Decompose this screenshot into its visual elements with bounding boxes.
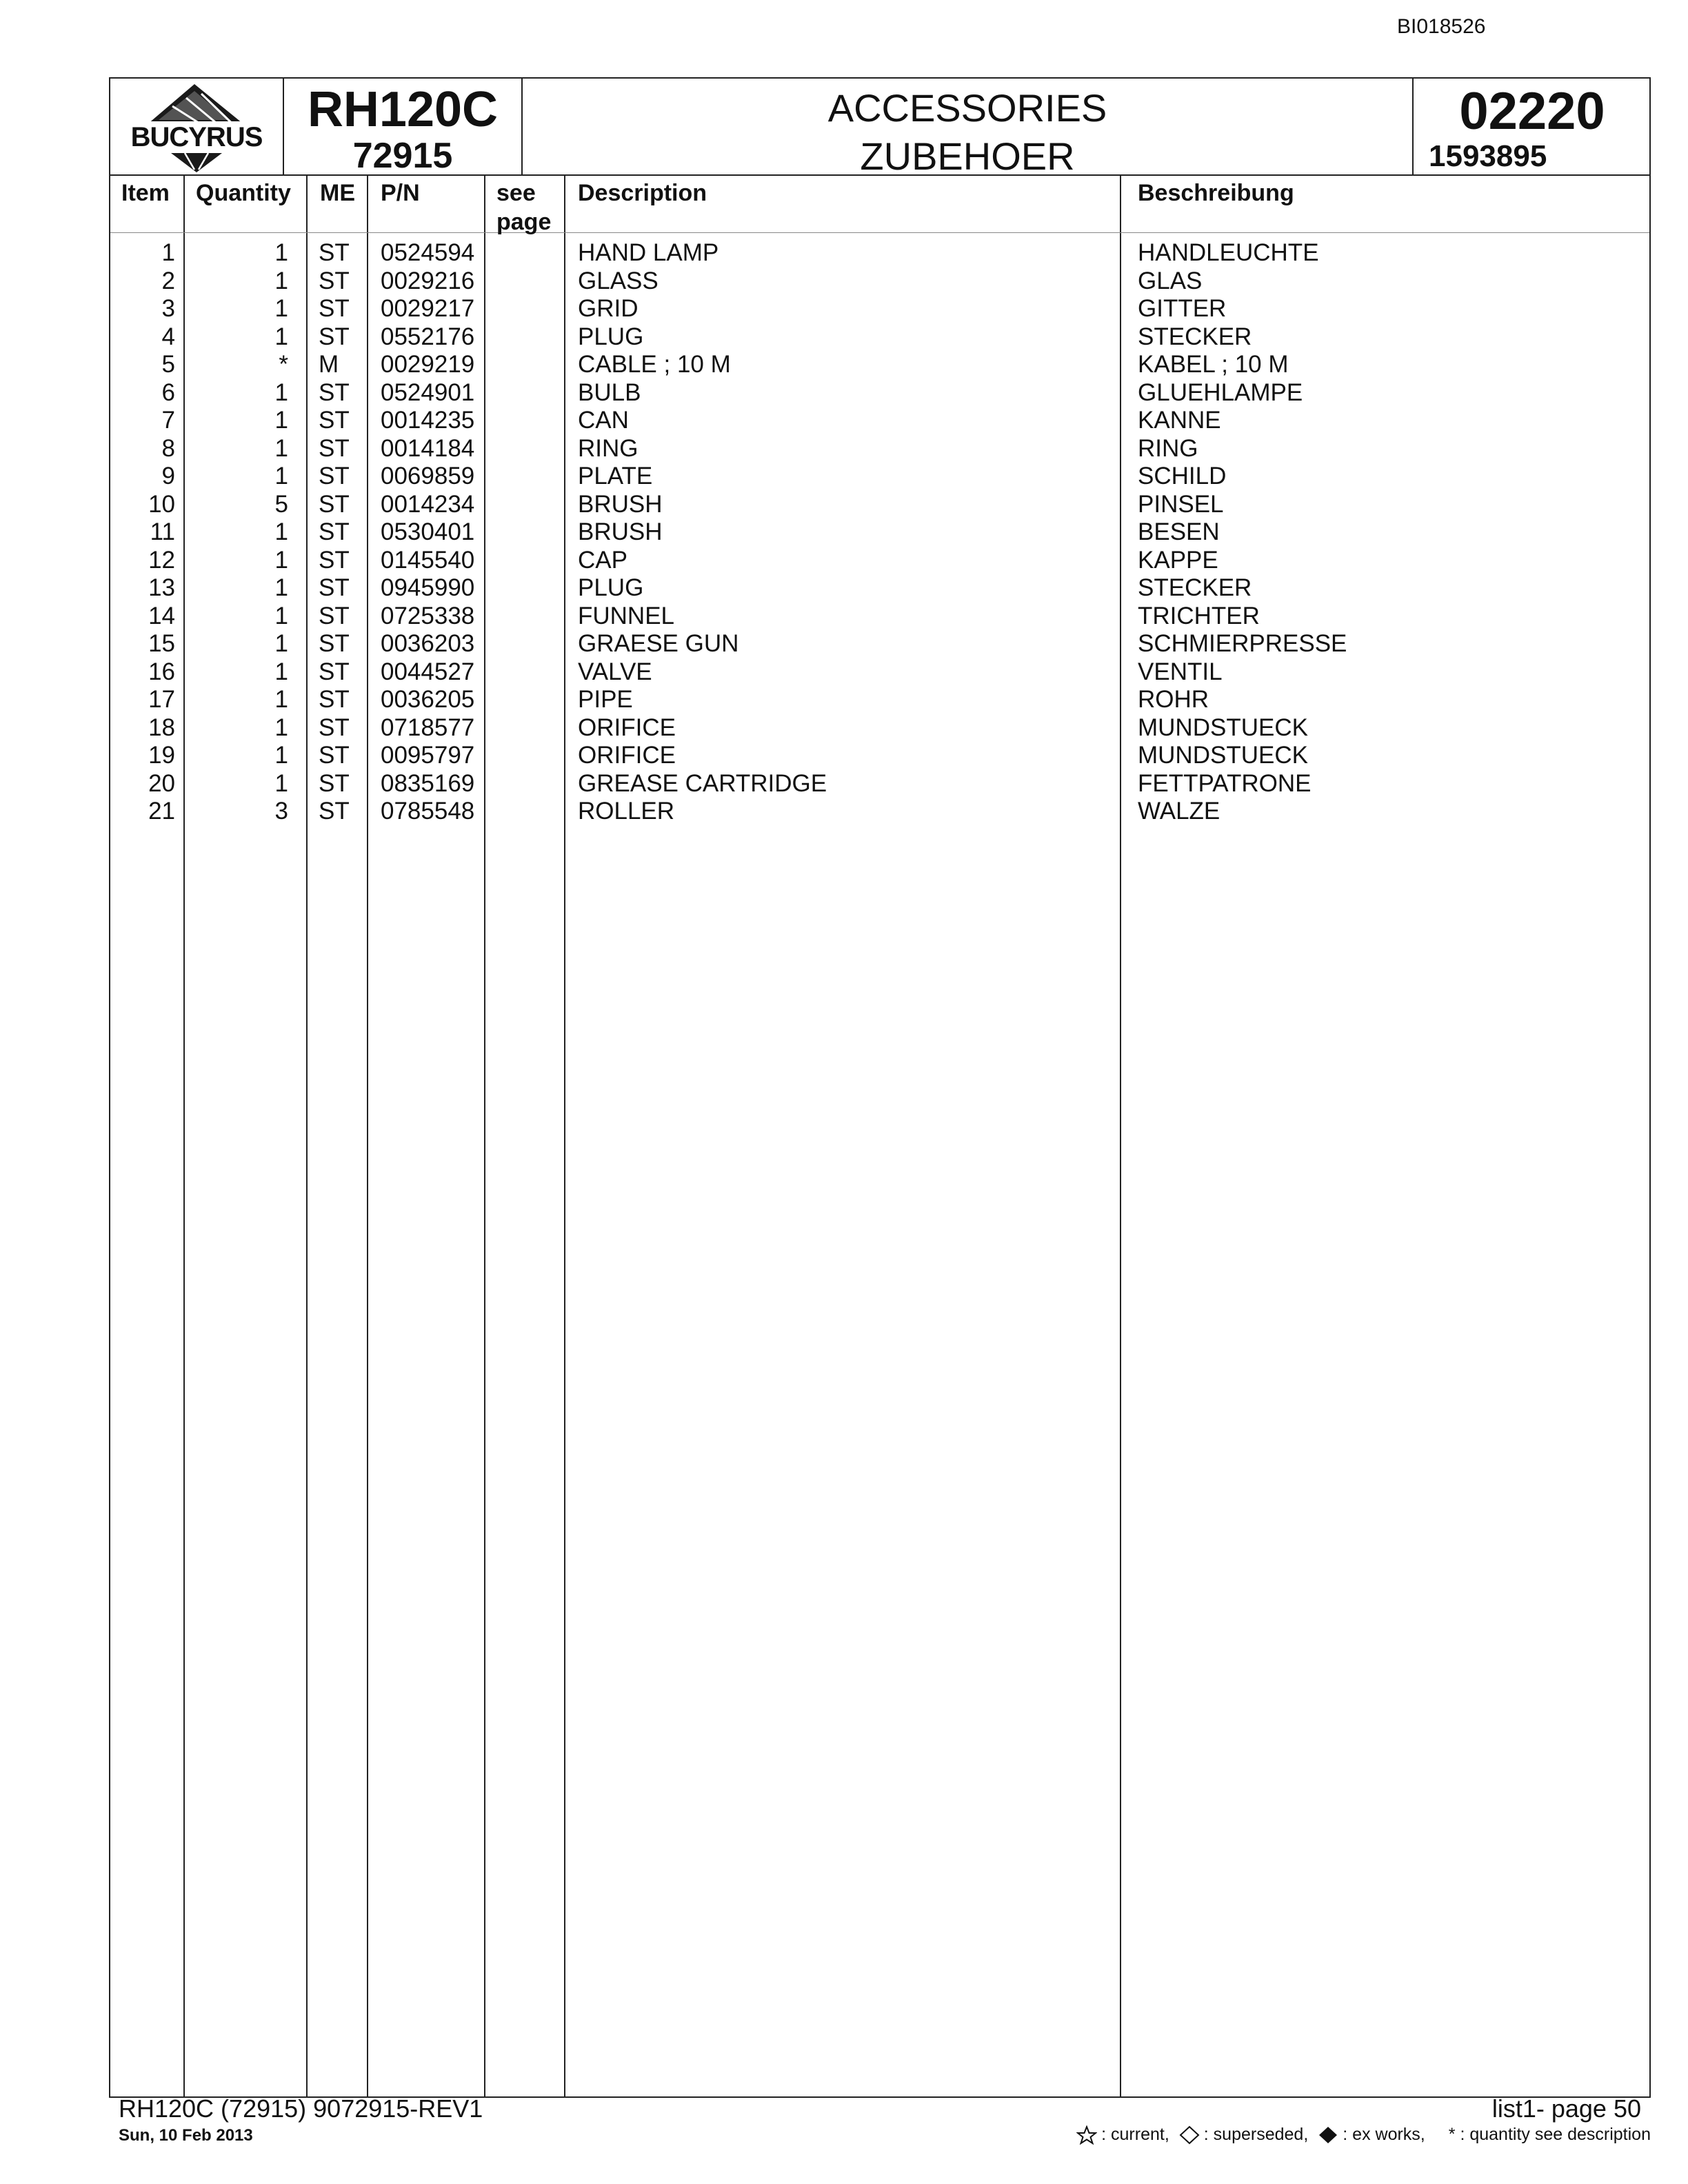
cell-beschreibung: MUNDSTUECK: [1138, 742, 1308, 769]
cell-description: BULB: [578, 378, 641, 406]
cell-part-number: 0945990: [381, 574, 475, 601]
cell-quantity: 1: [274, 518, 288, 545]
see-page-line2: page: [496, 209, 552, 235]
cell-description: GRID: [578, 295, 639, 322]
table-row: [110, 630, 1649, 658]
cell-me: ST: [319, 434, 350, 462]
cell-description: RING: [578, 434, 639, 462]
cell-quantity: 1: [274, 574, 288, 601]
model-code: 72915: [352, 136, 453, 176]
cell-item: 15: [148, 630, 175, 657]
logo-cell: [110, 79, 284, 174]
column-header-beschreibung: Beschreibung: [1138, 180, 1294, 206]
table-row: [110, 714, 1649, 742]
cell-part-number: 0785548: [381, 798, 475, 825]
cell-beschreibung: BESEN: [1138, 518, 1220, 545]
cell-description: ORIFICE: [578, 714, 676, 741]
cell-part-number: 0029216: [381, 267, 475, 294]
cell-item: 16: [148, 658, 175, 685]
legend-quantity-label: * : quantity see description: [1448, 2125, 1651, 2144]
cell-beschreibung: STECKER: [1138, 323, 1252, 350]
cell-description: HAND LAMP: [578, 239, 719, 266]
cell-beschreibung: KAPPE: [1138, 546, 1218, 574]
cell-part-number: 0036205: [381, 686, 475, 713]
cell-item: 13: [148, 574, 175, 601]
cell-beschreibung: PINSEL: [1138, 490, 1224, 518]
table-row: [110, 798, 1649, 826]
legend-ex-works-label: : ex works,: [1343, 2125, 1425, 2144]
table-row: [110, 658, 1649, 687]
cell-me: ST: [319, 239, 350, 266]
cell-description: GRAESE GUN: [578, 630, 739, 657]
star-outline-icon: [1076, 2125, 1097, 2145]
cell-quantity: 1: [274, 463, 288, 489]
cell-item: 5: [161, 351, 175, 378]
cell-item: 1: [161, 239, 175, 266]
table-row: [110, 267, 1649, 296]
model-cell: [284, 79, 523, 174]
cell-item: 3: [161, 295, 175, 322]
cell-part-number: 0552176: [381, 323, 475, 350]
see-page-line1: see: [496, 180, 536, 206]
table-row: [110, 379, 1649, 407]
cell-item: 6: [161, 378, 175, 406]
document-number: 1593895: [1429, 139, 1547, 173]
cell-part-number: 0718577: [381, 714, 475, 741]
cell-part-number: 0014184: [381, 434, 475, 462]
cell-me: ST: [319, 490, 350, 518]
cell-item: 2: [161, 267, 175, 294]
cell-item: 20: [148, 769, 175, 797]
cell-me: ST: [319, 714, 350, 741]
cell-me: ST: [319, 742, 350, 769]
cell-item: 17: [148, 686, 175, 713]
table-row: [110, 574, 1649, 603]
header-box: [109, 77, 1651, 176]
cell-part-number: 0835169: [381, 769, 475, 797]
table-row: [110, 742, 1649, 770]
cell-part-number: 0725338: [381, 602, 475, 629]
cell-me: ST: [319, 267, 350, 294]
column-header-item: Item: [121, 180, 170, 206]
diamond-filled-icon: [1318, 2125, 1338, 2145]
cell-me: ST: [319, 574, 350, 601]
cell-item: 14: [148, 602, 175, 629]
cell-quantity: 1: [274, 434, 288, 462]
table-row: [110, 351, 1649, 379]
bucyrus-logo: [110, 79, 281, 174]
cell-me: ST: [319, 463, 350, 489]
cell-item: 10: [148, 490, 175, 518]
cell-quantity: 1: [274, 686, 288, 713]
table-row: [110, 603, 1649, 631]
svg-text:BUCYRUS: BUCYRUS: [130, 122, 263, 152]
table-row: [110, 463, 1649, 491]
cell-description: GLASS: [578, 267, 659, 294]
cell-quantity: 1: [274, 239, 288, 266]
cell-me: ST: [319, 602, 350, 629]
cell-quantity: 1: [274, 267, 288, 294]
cell-description: CAP: [578, 546, 627, 574]
cell-me: ST: [319, 518, 350, 545]
cell-part-number: 0095797: [381, 742, 475, 769]
cell-quantity: 1: [274, 658, 288, 685]
cell-item: 18: [148, 714, 175, 741]
table-row: [110, 295, 1649, 323]
cell-beschreibung: ROHR: [1138, 686, 1209, 713]
legend: [1076, 2125, 1651, 2145]
number-cell: [1414, 79, 1651, 174]
cell-me: ST: [319, 630, 350, 657]
table-row: [110, 547, 1649, 575]
column-header-pn: P/N: [381, 180, 420, 206]
cell-me: ST: [319, 546, 350, 574]
cell-part-number: 0036203: [381, 630, 475, 657]
cell-description: CAN: [578, 407, 629, 434]
cell-me: ST: [319, 769, 350, 797]
cell-description: ROLLER: [578, 798, 675, 825]
model-name: RH120C: [307, 82, 499, 137]
document-id: BI018526: [1397, 15, 1486, 38]
cell-part-number: 0044527: [381, 658, 475, 685]
cell-item: 8: [161, 434, 175, 462]
cell-quantity: 1: [274, 630, 288, 657]
cell-item: 4: [161, 323, 175, 350]
cell-item: 21: [148, 798, 175, 825]
cell-item: 19: [148, 742, 175, 769]
group-number: 02220: [1459, 82, 1605, 141]
cell-beschreibung: HANDLEUCHTE: [1138, 239, 1319, 266]
cell-description: FUNNEL: [578, 602, 675, 629]
cell-beschreibung: TRICHTER: [1138, 602, 1260, 629]
cell-quantity: 1: [274, 546, 288, 574]
column-header-me: ME: [320, 180, 355, 206]
table-row: [110, 407, 1649, 435]
cell-description: GREASE CARTRIDGE: [578, 769, 827, 797]
title-english: ACCESSORIES: [827, 86, 1107, 130]
cell-quantity: *: [279, 351, 288, 378]
cell-beschreibung: KABEL ; 10 M: [1138, 351, 1289, 378]
title-cell: [523, 79, 1414, 178]
cell-description: PLUG: [578, 574, 644, 601]
table-row: [110, 323, 1649, 352]
legend-superseded-label: : superseded,: [1203, 2125, 1309, 2144]
cell-beschreibung: KANNE: [1138, 407, 1221, 434]
table-row: [110, 686, 1649, 714]
cell-quantity: 3: [274, 798, 288, 825]
cell-description: PLUG: [578, 323, 644, 350]
cell-quantity: 1: [274, 323, 288, 350]
cell-beschreibung: GLAS: [1138, 267, 1203, 294]
column-header-quantity: Quantity: [196, 180, 291, 206]
cell-part-number: 0524901: [381, 378, 475, 406]
table-row: [110, 770, 1649, 798]
cell-description: VALVE: [578, 658, 652, 685]
column-header-see-page: [496, 179, 551, 236]
cell-beschreibung: FETTPATRONE: [1138, 769, 1312, 797]
cell-me: ST: [319, 295, 350, 322]
table-row: [110, 435, 1649, 463]
cell-quantity: 1: [274, 742, 288, 769]
table-row: [110, 239, 1649, 267]
cell-beschreibung: GLUEHLAMPE: [1138, 378, 1303, 406]
header-separator: [110, 232, 1649, 233]
cell-me: ST: [319, 323, 350, 350]
table-row: [110, 518, 1649, 547]
cell-me: ST: [319, 378, 350, 406]
diamond-outline-icon: [1179, 2125, 1200, 2145]
cell-beschreibung: RING: [1138, 434, 1198, 462]
cell-description: ORIFICE: [578, 742, 676, 769]
cell-me: ST: [319, 686, 350, 713]
cell-part-number: 0069859: [381, 463, 475, 489]
cell-beschreibung: GITTER: [1138, 295, 1227, 322]
cell-part-number: 0145540: [381, 546, 475, 574]
footer-page-number: list1- page 50: [1491, 2094, 1641, 2123]
cell-beschreibung: STECKER: [1138, 574, 1252, 601]
cell-part-number: 0524594: [381, 239, 475, 266]
cell-quantity: 1: [274, 602, 288, 629]
footer-model-revision: RH120C (72915) 9072915-REV1: [119, 2094, 483, 2123]
cell-part-number: 0029219: [381, 351, 475, 378]
footer-date: Sun, 10 Feb 2013: [119, 2126, 253, 2145]
cell-part-number: 0014234: [381, 490, 475, 518]
cell-me: ST: [319, 798, 350, 825]
table-row: [110, 491, 1649, 519]
legend-current-label: : current,: [1101, 2125, 1169, 2144]
cell-part-number: 0014235: [381, 407, 475, 434]
cell-quantity: 1: [274, 295, 288, 322]
title-german: ZUBEHOER: [860, 134, 1075, 178]
cell-beschreibung: WALZE: [1138, 798, 1220, 825]
cell-item: 7: [161, 407, 175, 434]
cell-description: CABLE ; 10 M: [578, 351, 731, 378]
cell-quantity: 5: [274, 490, 288, 518]
column-header-description: Description: [578, 180, 707, 206]
cell-description: BRUSH: [578, 490, 663, 518]
cell-part-number: 0029217: [381, 295, 475, 322]
cell-beschreibung: SCHMIERPRESSE: [1138, 630, 1347, 657]
cell-item: 9: [161, 463, 175, 489]
parts-table: [109, 174, 1651, 2098]
cell-me: ST: [319, 407, 350, 434]
cell-me: M: [319, 351, 339, 378]
cell-quantity: 1: [274, 714, 288, 741]
cell-beschreibung: MUNDSTUECK: [1138, 714, 1308, 741]
cell-me: ST: [319, 658, 350, 685]
cell-item: 12: [148, 546, 175, 574]
cell-description: PLATE: [578, 463, 653, 489]
cell-beschreibung: SCHILD: [1138, 463, 1227, 489]
cell-item: 11: [150, 518, 175, 545]
cell-part-number: 0530401: [381, 518, 475, 545]
cell-description: PIPE: [578, 686, 633, 713]
cell-quantity: 1: [274, 769, 288, 797]
cell-quantity: 1: [274, 378, 288, 406]
cell-beschreibung: VENTIL: [1138, 658, 1223, 685]
cell-quantity: 1: [274, 407, 288, 434]
cell-description: BRUSH: [578, 518, 663, 545]
